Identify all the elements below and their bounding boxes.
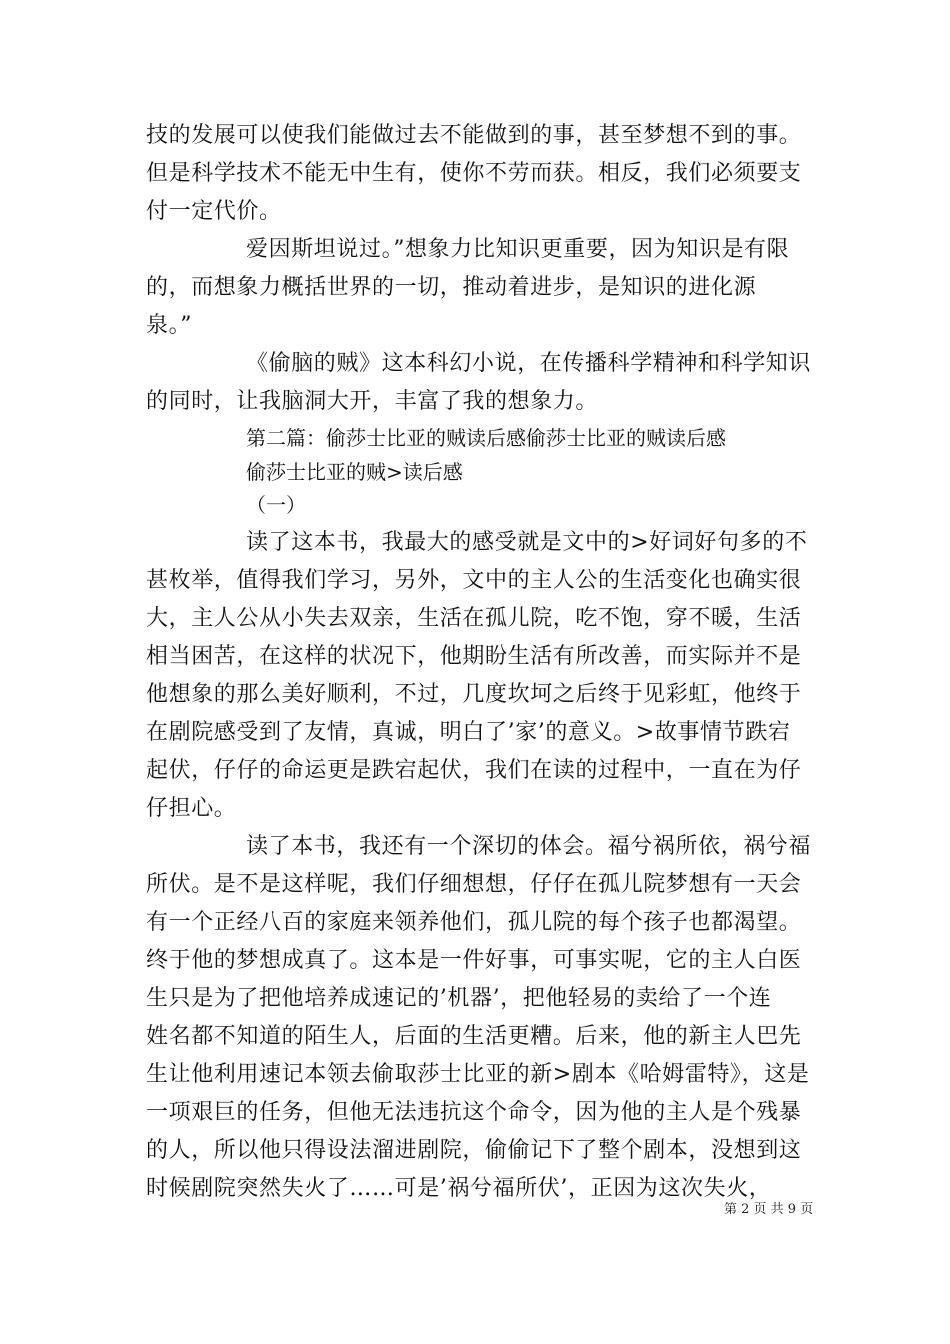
text-line: 生只是为了把他培养成速记的’机器’，把他轻易的卖给了一个连 xyxy=(146,986,772,1011)
text-line: 付一定代价。 xyxy=(146,199,282,224)
text-line: 他想象的那么美好顺利，不过，几度坎坷之后终于见彩虹，他终于 xyxy=(146,682,802,707)
text-line: 技的发展可以使我们能做过去不能做到的事，甚至梦想不到的事。 xyxy=(146,123,802,148)
text-line: 大，主人公从小失去双亲，生活在孤儿院，吃不饱，穿不暖，生活 xyxy=(146,606,802,631)
page-number-footer: 第 2 页 共 9 页 xyxy=(724,1202,814,1217)
text-line: 《偷脑的贼》这本科幻小说，在传播科学精神和科学知识 xyxy=(246,351,812,376)
text-line: 读了这本书，我最大的感受就是文中的>好词好句多的不 xyxy=(246,530,808,555)
text-line: 读了本书，我还有一个深切的体会。福兮祸所依，祸兮福 xyxy=(246,834,812,859)
section-heading: 第二篇：偷莎士比亚的贼读后感偷莎士比亚的贼读后感 xyxy=(246,426,726,450)
section-subheading: 偷莎士比亚的贼>读后感 xyxy=(246,460,463,484)
text-line: 甚枚举，值得我们学习，另外，文中的主人公的生活变化也确实很 xyxy=(146,568,802,593)
text-line: 时候剧院突然失火了……可是’祸兮福所伏’，正因为这次失火， xyxy=(146,1176,772,1201)
text-line: 泉。” xyxy=(146,313,193,338)
text-line: 的人，所以他只得设法溜进剧院，偷偷记下了整个剧本，没想到这 xyxy=(146,1138,802,1163)
text-line: 的同时，让我脑洞大开，丰富了我的想象力。 xyxy=(146,389,599,414)
text-line: 有一个正经八百的家庭来领养他们，孤儿院的每个孩子也都渴望。 xyxy=(146,910,802,935)
section-number: （一） xyxy=(246,493,306,517)
text-line: 爱因斯坦说过。”想象力比知识更重要，因为知识是有限 xyxy=(246,237,790,262)
text-line: 姓名都不知道的陌生人，后面的生活更糟。后来，他的新主人巴先 xyxy=(146,1024,802,1049)
text-line: 仔担心。 xyxy=(146,796,237,821)
text-line: 的，而想象力概括世界的一切，推动着进步，是知识的进化源 xyxy=(146,275,757,300)
text-line: 所伏。是不是这样呢，我们仔细想想，仔仔在孤儿院梦想有一天会 xyxy=(146,872,802,897)
text-line: 但是科学技术不能无中生有，使你不劳而获。相反，我们必须要支 xyxy=(146,161,802,186)
text-line: 起伏，仔仔的命运更是跌宕起伏，我们在读的过程中，一直在为仔 xyxy=(146,758,802,783)
text-line: 终于他的梦想成真了。这本是一件好事，可事实呢，它的主人白医 xyxy=(146,948,802,973)
text-line: 一项艰巨的任务，但他无法违抗这个命令，因为他的主人是个残暴 xyxy=(146,1100,802,1125)
text-line: 相当困苦，在这样的状况下，他期盼生活有所改善，而实际并不是 xyxy=(146,644,802,669)
text-line: 生让他利用速记本领去偷取莎士比亚的新>剧本《哈姆雷特》，这是 xyxy=(146,1062,810,1087)
text-line: 在剧院感受到了友情，真诚，明白了’家’的意义。>故事情节跌宕 xyxy=(146,720,791,745)
